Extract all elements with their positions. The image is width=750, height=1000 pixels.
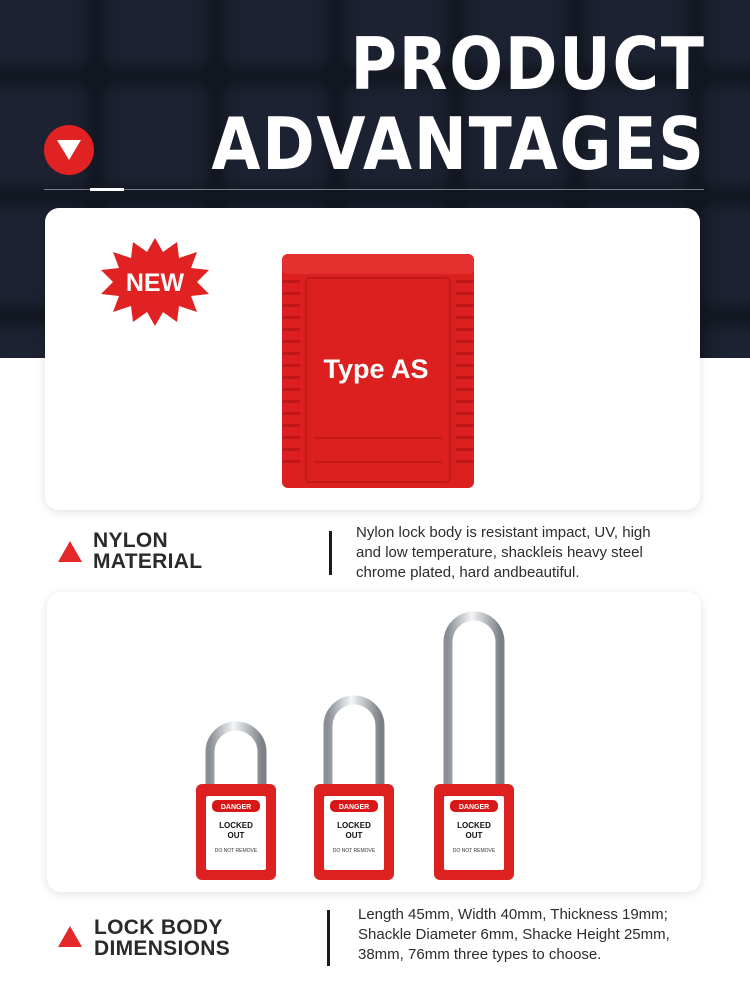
feature-divider <box>329 531 332 575</box>
page-title-line1: PRODUCT <box>350 22 706 106</box>
svg-text:LOCKED: LOCKED <box>337 821 371 830</box>
svg-text:DO NOT REMOVE: DO NOT REMOVE <box>332 848 376 854</box>
padlock-medium <box>314 700 394 880</box>
svg-text:LOCKED: LOCKED <box>219 821 253 830</box>
lock-body-image <box>280 252 476 490</box>
padlock-short <box>196 726 276 880</box>
page-title <box>212 24 706 184</box>
new-badge-label: NEW <box>125 269 185 297</box>
header-divider-accent <box>90 188 124 191</box>
padlock-long <box>434 616 514 880</box>
feature-description-nylon: Nylon lock body is resistant impact, UV, high and low temperature, shackleis heavy steel chrome plated, hard andbeautiful. <box>356 524 651 581</box>
lock-type-label: Type AS <box>323 354 429 384</box>
svg-text:DO NOT REMOVE: DO NOT REMOVE <box>452 848 496 854</box>
svg-text:OUT: OUT <box>227 831 245 840</box>
triangle-icon <box>58 541 82 562</box>
triangle-icon <box>58 926 82 947</box>
feature-divider <box>327 910 330 966</box>
chevron-down-icon <box>44 125 94 175</box>
svg-text:OUT: OUT <box>465 831 483 840</box>
page-title-line2: ADVANTAGES <box>211 102 706 186</box>
feature-title-dimensions: LOCK BODY DIMENSIONS <box>94 916 231 960</box>
svg-text:LOCKED: LOCKED <box>457 821 491 830</box>
feature-description-dimensions: Length 45mm, Width 40mm, Thickness 19mm; Shackle Diameter 6mm, Shacke Height 25mm, 38mm, 76mm three types to choose. <box>358 906 670 963</box>
svg-text:DANGER: DANGER <box>338 804 370 811</box>
header-divider <box>44 189 704 190</box>
svg-text:OUT: OUT <box>345 831 363 840</box>
feature-title-nylon: NYLON MATERIAL <box>93 529 203 573</box>
padlocks-image <box>190 610 520 880</box>
new-badge <box>99 236 211 328</box>
svg-text:DO NOT REMOVE: DO NOT REMOVE <box>214 848 258 854</box>
svg-text:DANGER: DANGER <box>220 804 252 811</box>
svg-text:DANGER: DANGER <box>458 804 490 811</box>
